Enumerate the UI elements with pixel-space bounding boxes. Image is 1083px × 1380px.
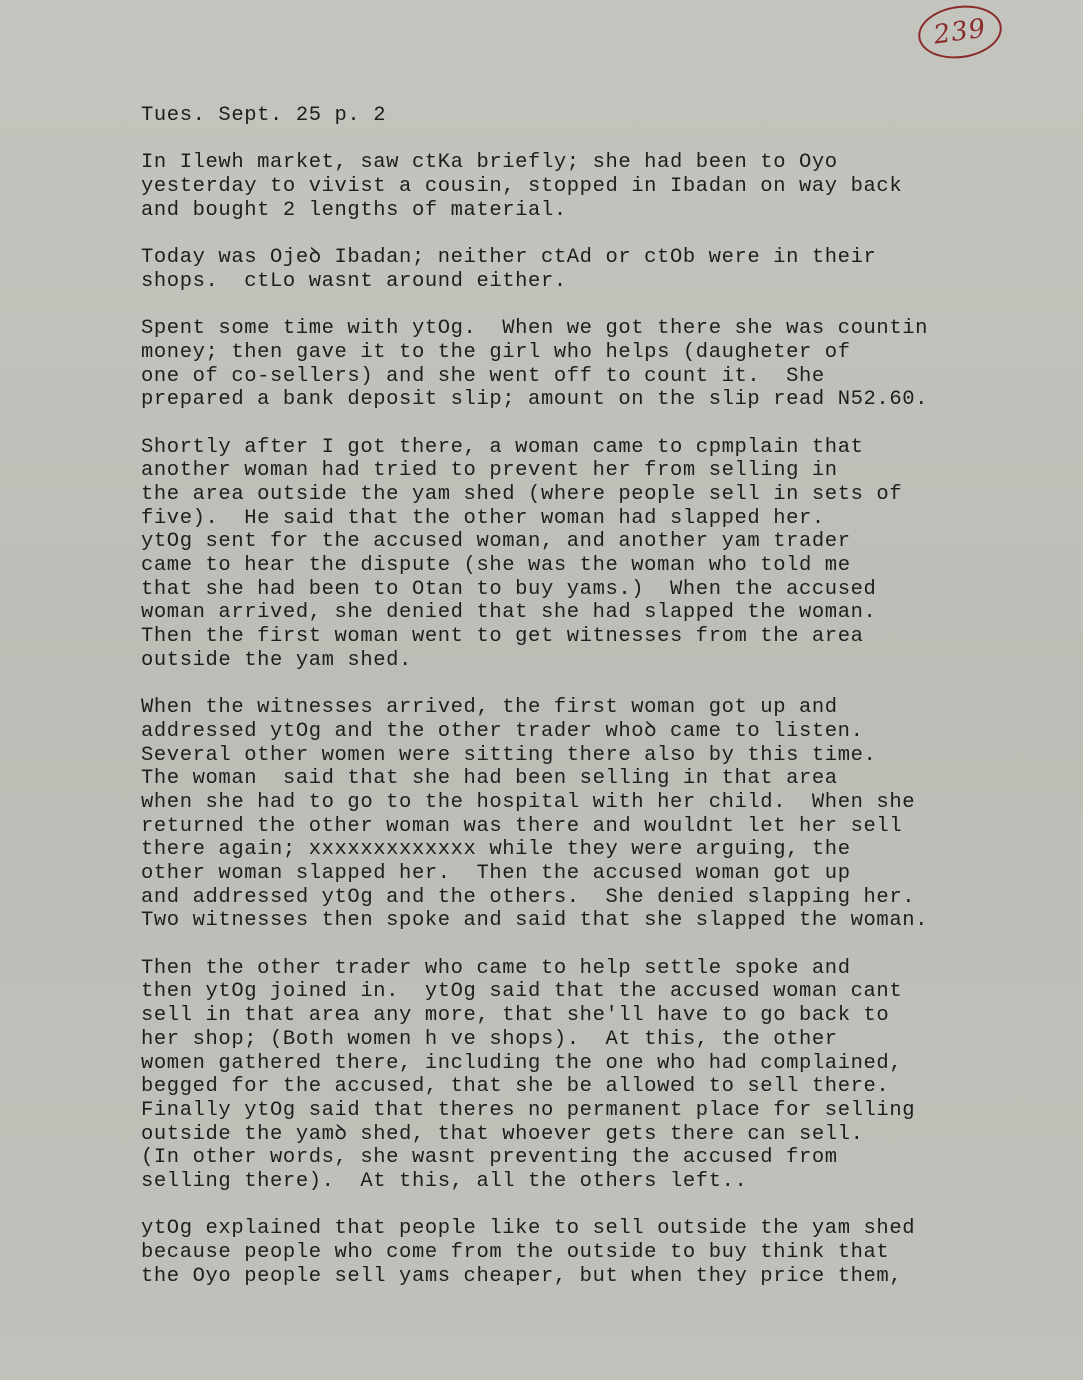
date-line: Tues. Sept. 25 p. 2 <box>141 104 387 127</box>
text-line: Spent some time with ytOg. When we got there she was countin <box>141 317 929 341</box>
text-line: the Oyo people sell yams cheaper, but when they price them, <box>141 1264 903 1288</box>
document-body <box>141 104 1041 1312</box>
paragraph <box>141 1217 1041 1288</box>
text-line: women gathered there, including the one who had complained, <box>141 1051 903 1075</box>
folio-number: 239 <box>931 13 989 51</box>
text-line: there again; xxxxxxxxxxxxx while they were arguing, the <box>141 838 851 862</box>
text-line: Then the other trader who came to help settle spoke and <box>141 956 851 980</box>
text-line: woman arrived, she denied that she had slapped the woman. <box>141 601 877 625</box>
text-line: and addressed ytOg and the others. She denied slapping her. <box>141 885 916 909</box>
text-line: money; then gave it to the girl who helps (daugheter of <box>141 340 851 364</box>
text-line: her shop; (Both women h ve shops). At this, the other <box>141 1027 838 1051</box>
paragraphs <box>141 151 1041 1288</box>
paragraph <box>141 696 1041 933</box>
text-line: prepared a bank deposit slip; amount on the slip read N52.60. <box>141 388 929 412</box>
paragraph <box>141 436 1041 673</box>
text-line: sell in that area any more, that she'll have to go back to <box>141 1004 890 1028</box>
text-line: selling there). At this, all the others left.. <box>141 1169 748 1193</box>
text-line: ytOg explained that people like to sell outside the yam shed <box>141 1217 916 1241</box>
paragraph <box>141 246 1041 293</box>
text-line: because people who come from the outside to buy think that <box>141 1241 890 1264</box>
paragraph <box>141 957 1041 1194</box>
folio-number-circle <box>915 0 1005 63</box>
text-line: When the witnesses arrived, the first woman got up and <box>141 696 838 720</box>
text-line: Shortly after I got there, a woman came to cpmplain that <box>141 435 864 459</box>
text-line: yesterday to vivist a cousin, stopped in Ibadan on way back <box>141 175 903 199</box>
text-line: Two witnesses then spoke and said that she slapped the woman. <box>141 909 929 933</box>
text-line: Then the first woman went to get witnesses from the area <box>141 625 864 649</box>
text-line: the area outside the yam shed (where people sell in sets of <box>141 483 903 506</box>
text-line: Several other women were sitting there also by this time. <box>141 743 877 767</box>
text-line: addressed ytOg and the other trader whoꝺ came to listen. <box>141 719 864 743</box>
text-line: outside the yam shed. <box>141 648 412 672</box>
text-line: returned the other woman was there and wouldnt let her sell <box>141 814 903 838</box>
text-line: begged for the accused, that she be allowed to sell there. <box>141 1075 890 1099</box>
text-line: Finally ytOg said that theres no permanent place for selling <box>141 1098 916 1122</box>
text-line: then ytOg joined in. ytOg said that the accused woman cant <box>141 980 903 1004</box>
text-line: one of co-sellers) and she went off to count it. She <box>141 364 825 388</box>
text-line: that she had been to Otan to buy yams.) When the accused <box>141 577 877 601</box>
text-line: came to hear the dispute (she was the woman who told me <box>141 554 851 578</box>
text-line: ytOg sent for the accused woman, and another yam trader <box>141 530 851 554</box>
text-line: shops. ctLo wasnt around either. <box>141 269 567 293</box>
text-line: when she had to go to the hospital with her child. When she <box>141 790 916 814</box>
paragraph <box>141 317 1041 412</box>
text-line: five). He said that the other woman had slapped her. <box>141 506 825 530</box>
text-line: The woman said that she had been selling in that area <box>141 767 838 791</box>
text-line: and bought 2 lengths of material. <box>141 198 567 222</box>
text-line: (In other words, she wasnt preventing the accused from <box>141 1146 838 1170</box>
text-line: Today was Ojeꝺ Ibadan; neither ctAd or ctOb were in their <box>141 246 877 270</box>
text-line: other woman slapped her. Then the accused woman got up <box>141 862 851 885</box>
text-line: In Ilewh market, saw ctKa briefly; she had been to Oyo <box>141 151 838 175</box>
text-line: another woman had tried to prevent her from selling in <box>141 459 838 483</box>
text-line: outside the yamꝺ shed, that whoever gets there can sell. <box>141 1122 864 1146</box>
paragraph <box>141 151 1041 222</box>
